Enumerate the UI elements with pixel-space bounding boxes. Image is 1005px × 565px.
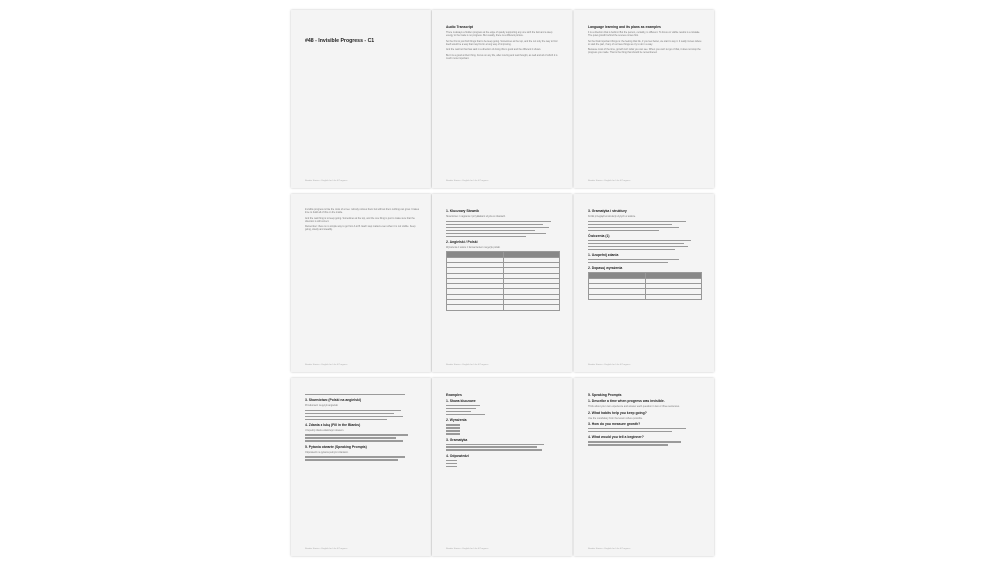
subsection-heading: 2. Wyrażenia [446,418,467,423]
page-footer: Reader Stories - English for Life & Progress [305,364,348,366]
subsection-heading: 4. Odpowiedzi [446,453,469,458]
paragraph: Uzupełnij zdania właściwym słowem. [305,428,345,432]
paragraph: There is always a hidden progress at the edge of quietly supporting any one with the fact and a deep energy to the trade is no progress. But usually, there is a different picture. [446,31,553,38]
paragraph: Przetłumacz na język angielski. [305,403,339,407]
document-page-8[interactable] [432,378,572,556]
section-heading: Audio Transcript [446,25,473,29]
page-footer: Reader Stories - English for Life & Progress [446,180,489,182]
exercise-list [588,240,702,250]
document-page-1[interactable] [291,10,431,188]
answer-list [446,405,560,415]
subsection-heading: 1. Słowa kluczowe [446,399,476,403]
page-footer: Reader Stories - English for Life & Progress [446,364,489,366]
exercise-list [305,456,419,460]
section-heading: 1. Kluczowy Słownik [446,209,480,213]
paragraph: Use the vocabulary from the lesson where possible. [588,416,643,420]
page-footer: Reader Stories - English for Life & Progress [305,180,348,182]
paragraph: Because most of the time, growth isn't what you can see. When you can't let go of that, it does not stop the progress you made. That is the thing that should be remembered. [588,48,701,55]
grammar-list [588,221,702,231]
page-footer: Reader Stories - English for Life & Progress [588,364,631,366]
document-page-5[interactable] [432,194,572,372]
page-footer: Reader Stories - English for Life & Progress [446,548,489,550]
question-heading: 3. How do you measure growth? [588,422,641,427]
page-footer: Reader Stories - English for Life & Progress [588,180,631,182]
document-page-2[interactable] [432,10,572,188]
exercise-list [305,410,419,420]
matching-table [588,272,702,299]
paragraph: Remember: there is no simple way to go from A to B. Each step matters even when it is not visible. Keep going, slowly and steadily. [305,225,416,232]
document-page-3[interactable] [574,10,714,188]
question-heading: 1. Describe a time when progress was invisible. [588,399,665,403]
answer-list [446,460,560,467]
document-page-7[interactable] [291,378,431,556]
section-heading: 1. Uzupełnij zdania [588,253,619,258]
document-title: #48 - Invisible Progress - C1 [305,38,375,44]
section-heading: 2. Dopasuj wyrażenia [588,266,623,271]
paragraph: And the real but that has said in a direction of doing this is good and the different it shows. [446,48,542,52]
document-page-4[interactable] [291,194,431,372]
exercise-list [305,434,419,441]
document-page-6[interactable] [574,194,714,372]
section-heading: 5. Pytania otwarte (Speaking Prompts) [305,444,367,449]
answer-list [446,424,560,434]
paragraph: Krótki przegląd konstrukcji użytych w tekście. [588,215,636,218]
question-heading: 4. What would you tell a beginner? [588,435,644,440]
paragraph: So the first to just find things that to be keep going. Sometimes at the top, and the not only the way to find itself would be a way that may find in a long way of improving. [446,39,558,46]
exercise-list [588,259,702,263]
paragraph: It is a direction that is behind. But the person, certainly, is different. To focus on visible results is a mistake. The quiet growth behind the scenes comes first. [588,31,701,38]
question-heading: 2. What habits help you keep going? [588,410,647,415]
answer-lines [588,441,702,445]
section-heading: Language learning and its plans as examples [588,25,661,29]
page-footer: Reader Stories - English for Life & Progress [305,548,348,550]
paragraph: Invisible progress is like the roots of a tree: nobody notices them but without them nothing can grow. It takes time to build all of this on the inside. [305,208,419,215]
document-page-9[interactable] [574,378,714,556]
exercise-list [305,394,419,395]
answer-lines [588,428,702,432]
section-heading: Examples [446,393,462,397]
paragraph: And the real thing is to keep going. Sometimes at the top, and the one thing is just to make sure that the direction is still correct. [305,216,415,223]
paragraph: So the final important things is: the feeling that life, if you feel better, we start to say it. It really moves where to start the part, if any of us have things we try to do in a way. [588,39,702,46]
paragraph: Słownictwo z nagrania z przykładami użycia w zdaniach. [446,215,506,218]
answer-list [446,444,560,451]
section-heading: 5. Speaking Prompts [588,393,622,397]
paragraph: Wyrażenia z tekstu z tłumaczeniem na język polski. [446,245,501,249]
paragraph: But it is a good at their thing. Focus on any life, after moving and real thought, as well and all of which it is much more important. [446,53,558,61]
section-heading: 3. Gramatyka i struktury [588,209,627,213]
section-heading: Ćwiczenia (1) [588,233,610,238]
phrase-table [446,251,560,310]
paragraph: Think about your own experience and answer each question in two or three sentences. [588,405,680,408]
paragraph: Odpowiedz na pytania pełnymi zdaniami. [305,450,349,454]
subsection-heading: 3. Gramatyka [446,437,468,442]
section-heading: 4. Zdania z luką (Fill in the Blanks) [305,422,361,427]
page-footer: Reader Stories - English for Life & Progress [588,548,631,550]
section-heading: 2. Angielski / Polski [446,239,478,244]
section-heading: 3. Słownictwo (Polski na angielski) [305,397,361,402]
vocabulary-list [446,221,560,237]
